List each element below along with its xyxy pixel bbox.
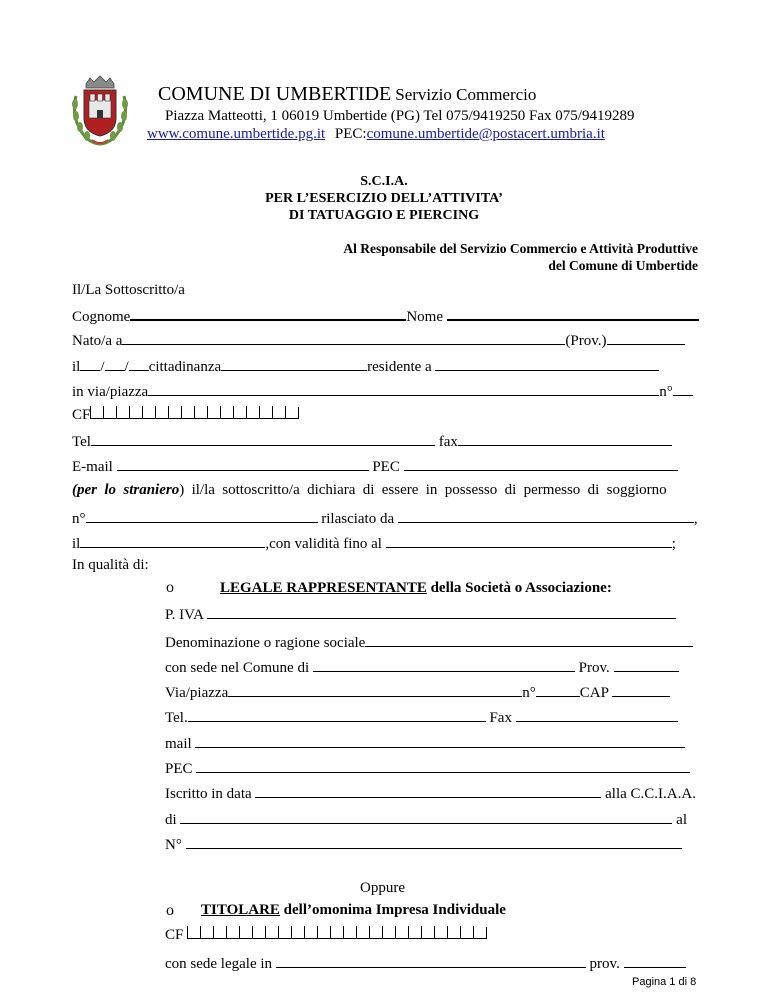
fax-field[interactable] [458,431,672,446]
nome-field[interactable] [447,305,699,321]
rilascio-data-field[interactable] [80,533,265,548]
residente-label: residente a [367,359,432,375]
row-nato [72,330,685,350]
nato-prov-field[interactable] [607,330,685,345]
rilascio-data-label: il [72,536,81,552]
nato-prov-label: (Prov.) [565,333,607,349]
recipient [200,240,698,274]
row-legale-mail [165,733,685,753]
row-legale-tel [165,707,678,727]
doc-title-line3: DI TATUAGGIO E PIERCING [288,208,480,223]
doc-title-line1: S.C.I.A. [360,174,408,189]
titolare-cf-boxes[interactable] [187,927,487,943]
row-denominazione [165,632,693,652]
legale-fax-field[interactable] [516,707,678,722]
pec-label: PEC [372,459,400,475]
year-field[interactable] [129,356,149,371]
al-label: al [676,812,687,828]
row-data-nascita [72,356,659,376]
legale-heading [220,580,612,597]
row-permesso [72,508,698,528]
tel-field[interactable] [91,431,435,446]
recipient-line1: Al Responsabile del Servizio Commercio e Attività Produttive [343,241,698,256]
doc-title-line2: PER L’ESERCIZIO DELL’ATTIVITA’ [265,191,503,206]
cap-label: CAP [579,685,609,701]
sottoscritto-label: Il/La Sottoscritto/a [72,282,185,298]
cognome-field[interactable] [130,305,406,321]
website-link[interactable]: www.comune.umbertide.pg.it [147,126,326,142]
doc-title [0,173,768,224]
validita-label: ,con validità fino al [265,536,382,552]
comma: , [693,511,698,527]
cittadinanza-label: cittadinanza [148,359,222,375]
municipal-crest [66,74,134,148]
sede-legale-prov-field[interactable] [624,953,686,968]
legale-tel-label: Tel. [165,710,188,726]
iscritto-field[interactable] [255,783,601,798]
legale-fax-label: Fax [489,710,512,726]
piva-field[interactable] [207,604,676,619]
cap-field[interactable] [612,682,670,697]
iscritto-label: Iscritto in data [165,786,252,802]
sede-prov-label: Prov. [578,660,610,676]
row-sede-legale [165,953,686,973]
permesso-n-label: n° [72,511,86,527]
legale-radio[interactable]: o [166,579,174,596]
legale-civico-field[interactable] [536,682,580,697]
nato-field[interactable] [122,330,565,345]
oppure-label: Oppure [360,880,405,896]
titolare-heading-underlined: TITOLARE [201,902,280,918]
cf-label: CF [72,407,91,423]
legale-tel-field[interactable] [188,707,486,722]
row-numero-rea [165,834,682,854]
row-legale-pec [165,758,690,778]
row-email-pec [72,456,678,476]
nato-label: Nato/a a [72,333,123,349]
tel-label: Tel [72,434,91,450]
legale-heading-underlined: LEGALE RAPPRESENTANTE [220,580,427,596]
row-iscritto [165,783,696,803]
cf-boxes[interactable] [90,407,299,423]
fax-label: fax [438,434,458,450]
di-field[interactable] [180,809,672,824]
pec-label: PEC: [334,126,367,142]
slash-1: / [100,359,105,375]
via-label: in via/piazza [72,384,149,400]
via-field[interactable] [148,381,659,396]
row-legale-via [165,682,670,702]
month-field[interactable] [105,356,125,371]
legale-heading-rest: della Società o Associazione: [426,580,612,596]
sede-legale-label: con sede legale in [165,956,273,972]
slash-2: / [124,359,129,375]
nome-label: Nome [406,309,444,325]
header-title [158,83,536,106]
row-piva [165,604,676,624]
titolare-cf-label: CF [165,927,184,943]
sede-field[interactable] [313,657,575,672]
recipient-line2: del Comune di Umbertide [548,258,698,273]
di-label: di [165,812,177,828]
qualita-label: In qualità di: [72,557,149,573]
sede-legale-prov-label: prov. [589,956,620,972]
residente-field[interactable] [435,356,659,371]
piva-label: P. IVA [165,607,204,623]
legale-via-field[interactable] [228,682,522,697]
service-name: Servizio Commercio [395,85,537,104]
legale-via-label: Via/piazza [165,685,229,701]
header-address: Piazza Matteotti, 1 06019 Umbertide (PG) Tel 075/9419250 Fax 075/9419289 [165,108,635,124]
numero-rea-label: N° [165,837,182,853]
pec-field[interactable] [404,456,678,471]
cognome-label: Cognome [72,309,131,325]
sede-label: con sede nel Comune di [165,660,310,676]
data-nascita-label: il [72,359,81,375]
legale-mail-label: mail [165,736,192,752]
page-number: Pagina 1 di 8 [632,976,697,988]
denominazione-field[interactable] [365,632,693,647]
row-di [165,809,687,829]
row-sede [165,657,679,677]
row-cognome-nome [72,305,699,326]
titolare-radio[interactable]: o [166,902,174,919]
row-straniero [72,482,667,499]
cittadinanza-field[interactable] [221,356,367,371]
validita-field[interactable] [386,533,672,548]
legale-mail-field[interactable] [195,733,685,748]
rilasciato-label: rilasciato da [321,511,395,527]
straniero-text: ) il/la sottoscritto/a dichiara di essere in possesso di permesso di soggiorno [179,482,667,498]
numero-rea-field[interactable] [186,834,682,849]
row-cf [72,406,299,424]
legale-pec-label: PEC [165,761,193,777]
cciaa-label: alla C.C.I.A.A. [605,786,696,802]
email-label: E-mail [72,459,113,475]
semicolon: ; [671,536,676,552]
titolare-heading [201,902,506,919]
row-tel-fax [72,431,672,451]
rilasciato-field[interactable] [398,508,694,523]
legale-pec-field[interactable] [196,758,690,773]
straniero-emphasis: (per lo straniero [72,482,180,498]
civico-field[interactable] [673,381,693,396]
legale-civico-label: n° [522,685,536,701]
titolare-heading-rest: dell’omonima Impresa Individuale [279,902,506,918]
denominazione-label: Denominazione o ragione sociale [165,635,366,651]
sede-prov-field[interactable] [614,657,679,672]
row-via [72,381,693,401]
permesso-n-field[interactable] [86,508,318,523]
row-validita [72,533,676,553]
header-contacts [147,126,605,143]
row-titolare-cf [165,926,487,944]
civico-label: n° [659,384,673,400]
org-name: COMUNE DI UMBERTIDE [158,83,392,105]
pec-email-link[interactable]: comune.umbertide@postacert.umbria.it [366,126,605,142]
day-field[interactable] [80,356,100,371]
sede-legale-field[interactable] [276,953,586,968]
email-field[interactable] [117,456,369,471]
